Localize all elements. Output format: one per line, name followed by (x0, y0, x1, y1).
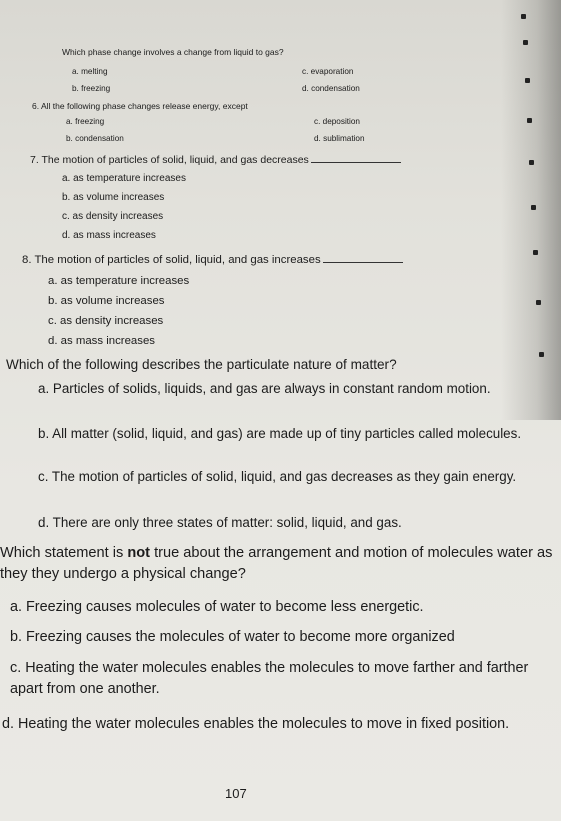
question-10-option-b: b. Freezing causes the molecules of water to become more organized (10, 629, 455, 645)
question-5-option-d: d. condensation (302, 84, 360, 93)
question-9-option-a: a. Particles of solids, liquids, and gas are always in constant random motion. (38, 381, 491, 396)
question-6-option-d: d. sublimation (314, 134, 365, 143)
emphasis-not: not (127, 545, 151, 561)
question-6-option-c: c. deposition (314, 117, 360, 126)
question-7-option-a: a. as temperature increases (62, 173, 186, 184)
question-8-option-b: b. as volume increases (48, 295, 165, 307)
question-5-stem: Which phase change involves a change from liquid to gas? (62, 47, 284, 57)
question-8-option-d: d. as mass increases (48, 335, 155, 347)
question-9-option-b: b. All matter (solid, liquid, and gas) are made up of tiny particles called molecules. (38, 426, 522, 441)
question-7-option-d: d. as mass increases (62, 230, 156, 241)
question-9-option-d: d. There are only three states of matter: solid, liquid, and gas. (38, 515, 402, 530)
question-7-option-b: b. as volume increases (62, 192, 165, 203)
question-7-option-c: c. as density increases (62, 211, 164, 222)
question-5-option-c: c. evaporation (302, 67, 354, 76)
question-5-option-b: b. freezing (72, 84, 111, 93)
question-6-stem: 6. All the following phase changes release energy, except (32, 101, 248, 111)
page-number: 107 (225, 786, 247, 801)
question-9-option-c: c. The motion of particles of solid, liquid, and gas decreases as they gain energy. (38, 469, 517, 484)
question-10-option-c: c. Heating the water molecules enables the molecules to move farther and farther apart from one another. (10, 660, 529, 697)
question-5-option-a: a. melting (72, 67, 108, 76)
book-spine-shadow (501, 0, 561, 420)
question-10-option-d: d. Heating the water molecules enables the molecules to move in fixed position. (2, 716, 510, 732)
answer-blank (311, 161, 401, 163)
question-8-option-c: c. as density increases (48, 315, 164, 327)
answer-blank (323, 261, 403, 263)
question-8-option-a: a. as temperature increases (48, 275, 190, 287)
question-6-option-b: b. condensation (66, 134, 124, 143)
question-7-stem: 7. The motion of particles of solid, liquid, and gas decreases (30, 154, 401, 166)
question-9-stem: Which of the following describes the particulate nature of matter? (6, 357, 397, 372)
question-10-option-a: a. Freezing causes molecules of water to become less energetic. (10, 599, 424, 615)
question-6-option-a: a. freezing (66, 117, 105, 126)
question-8-stem: 8. The motion of particles of solid, liquid, and gas increases (22, 254, 403, 266)
question-10-stem: Which statement is not true about the arrangement and motion of molecules water as they they undergo a physical change? (0, 545, 553, 582)
